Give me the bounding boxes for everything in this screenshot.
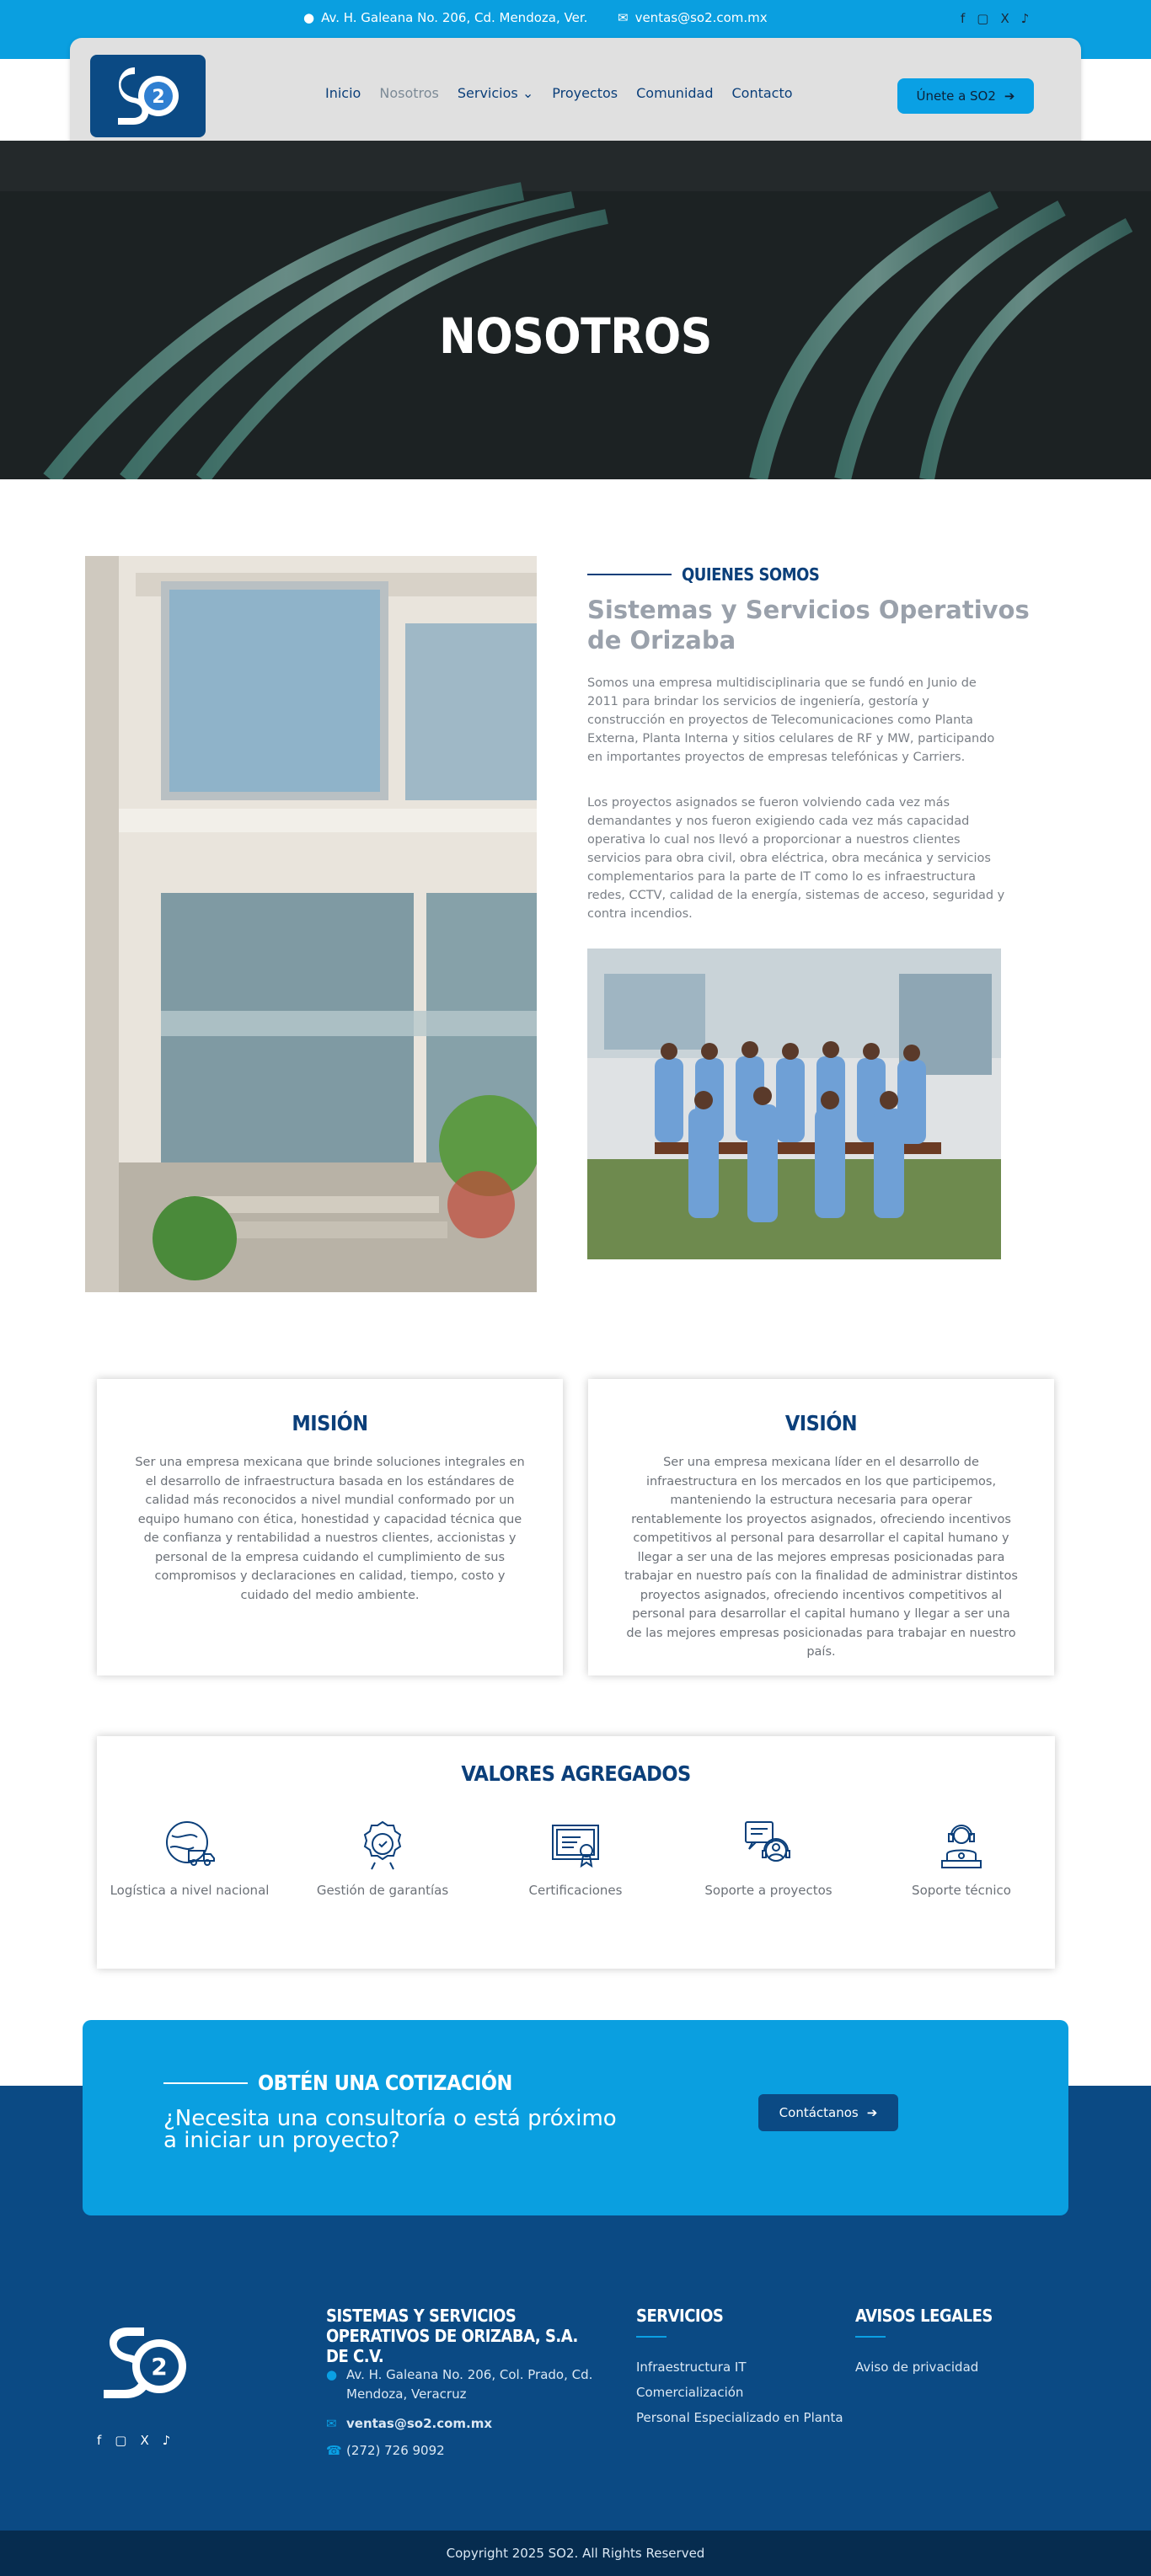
instagram-icon[interactable]: ▢ [977, 11, 989, 26]
footer-phone[interactable] [326, 2441, 445, 2461]
value-label: Soporte técnico [912, 1883, 1011, 1898]
footer-address-text: Av. H. Galeana No. 206, Col. Prado, Cd. Mendoza, Veracruz [346, 2367, 593, 2402]
value-label: Soporte a proyectos [704, 1883, 832, 1898]
about-label-text: QUIENES SOMOS [682, 564, 820, 585]
so2-logo-icon [106, 66, 190, 126]
copyright-bar [0, 2531, 1151, 2576]
nav-card [70, 38, 1081, 154]
nav-item-comunidad[interactable]: Comunidad [636, 85, 714, 101]
arrow-right-icon: ➔ [866, 2105, 878, 2120]
value-label: Logística a nivel nacional [110, 1883, 270, 1898]
mission-text: Ser una empresa mexicana que brinde soluciones integrales en el desarrollo de infraestructura basada en los estándares de calidad más reconocidos a nivel mundial conformado por un equipo humano con ética, honestidad y capacidad técnica que de confianza y rentabilidad a nuestros clientes, accionistas y personal de la empresa cuidando el cumplimiento de sus compromisos y declaraciones en calidad, tiempo, costo y cuidado del medio ambiente. [135, 1456, 525, 1602]
svg-text:2: 2 [151, 2353, 168, 2381]
nav-item-proyectos[interactable]: Proyectos [552, 85, 618, 101]
about-paragraph-2: Los proyectos asignados se fueron volviendo cada vez más demandantes y nos fueron exigiendo cada vez más capacidad operativa lo cual nos llevó a proporcionar a nuestros clientes servicios para obra civil, obra eléctrica, obra mecánica y servicios complementarios para la parte de IT como lo es infraestructura redes, CCTV, calidad de la energía, sistemas de acceso, seguridad y contra incendios. [587, 796, 1005, 921]
values-card [97, 1736, 1055, 1969]
topbar-address[interactable] [303, 10, 587, 25]
value-item-garantias [290, 1819, 475, 1898]
nav-item-nosotros[interactable]: Nosotros [379, 85, 439, 101]
footer-link-personal[interactable]: Personal Especializado en Planta [636, 2410, 843, 2425]
contact-button-label: Contáctanos [779, 2105, 859, 2120]
award-badge-icon [356, 1819, 409, 1871]
copyright-text: Copyright 2025 SO2. All Rights Reserved [446, 2546, 705, 2561]
project-support-icon [742, 1819, 795, 1871]
team-photo [587, 949, 1001, 1259]
nav-item-servicios[interactable] [458, 85, 533, 101]
main-nav [325, 85, 793, 101]
value-item-certificaciones [483, 1819, 668, 1898]
value-item-soporte-proyectos [676, 1819, 861, 1898]
heading-underline [855, 2336, 886, 2338]
globe-truck-icon [163, 1819, 216, 1871]
topbar-email[interactable] [618, 10, 768, 25]
envelope-icon: ✉ [618, 10, 629, 25]
topbar-address-text: Av. H. Galeana No. 206, Cd. Mendoza, Ver. [321, 10, 588, 25]
footer-company-name: SISTEMAS Y SERVICIOS OPERATIVOS DE ORIZABA, S.A. DE C.V. [326, 2306, 578, 2366]
value-label: Certificaciones [528, 1883, 623, 1898]
site-logo[interactable] [90, 55, 206, 137]
footer-phone-text: (272) 726 9092 [346, 2443, 445, 2458]
join-button[interactable] [897, 78, 1034, 114]
footer-services-title: SERVICIOS [636, 2306, 724, 2326]
nav-item-contacto[interactable]: Contacto [731, 85, 793, 101]
topbar-social [961, 11, 1029, 26]
cta-label-text: OBTÉN UNA COTIZACIÓN [258, 2071, 512, 2095]
facebook-icon[interactable]: f [97, 2433, 102, 2448]
location-pin-icon: ● [303, 10, 315, 25]
vision-text: Ser una empresa mexicana líder en el desarrollo de infraestructura en los mercados en los que participemos, manteniendo la estructura necesaria para operar rentablemente los proyectos asignados, ofreciendo incentivos competitivos al personal para desarrollar el capital humano y llegar a ser una de las mejores empresas posicionadas para trabajar en nuestro país con la finalidad de administrar distintos proyectos asignados, ofreciendo incentivos competitivos al personal para desarrollar el capital humano y llegar a ser una de las mejores empresas posicionadas para trabajar en nuestro país. [624, 1456, 1018, 1659]
footer-email[interactable] [326, 2414, 492, 2434]
hero-banner [0, 141, 1151, 479]
phone-icon: ☎ [326, 2443, 342, 2458]
nav-servicios-label: Servicios [457, 85, 518, 101]
svg-text:2: 2 [151, 87, 165, 108]
arrow-right-icon: ➔ [1004, 88, 1015, 104]
envelope-icon: ✉ [326, 2416, 337, 2431]
certificate-icon [549, 1819, 602, 1871]
cta-text: ¿Necesita una consultoría o está próximo a iniciar un proyecto? [163, 2106, 617, 2153]
x-icon[interactable]: X [1000, 11, 1009, 26]
footer-link-privacidad[interactable]: Aviso de privacidad [855, 2360, 979, 2375]
footer-logo[interactable] [97, 2322, 190, 2407]
about-title: Sistemas y Servicios Operativos de Orizaba [587, 596, 1030, 655]
building-image [85, 556, 537, 1292]
footer-social [97, 2433, 170, 2448]
tiktok-icon[interactable]: ♪ [1020, 11, 1030, 26]
heading-underline [636, 2336, 667, 2338]
values-title: VALORES AGREGADOS [461, 1761, 691, 1786]
hero-title: NOSOTROS [439, 307, 712, 365]
about-paragraph-1: Somos una empresa multidisciplinaria que se fundó en Junio de 2011 para brindar los servicios de ingeniería, gestoría y construcción en proyectos de Telecomunicaciones como Planta Externa, Planta Interna y sitios celulares de RF y MW, participando en importantes proyectos de empresas telefónicas y Carriers. [587, 676, 995, 764]
footer-link-infraestructura[interactable]: Infraestructura IT [636, 2360, 747, 2375]
so2-logo-icon [97, 2322, 190, 2403]
instagram-icon[interactable]: ▢ [115, 2433, 127, 2448]
join-button-label: Únete a SO2 [916, 88, 996, 104]
location-pin-icon: ● [326, 2367, 338, 2382]
about-label [587, 564, 819, 585]
tiktok-icon[interactable]: ♪ [162, 2433, 171, 2448]
topbar-email-text: ventas@so2.com.mx [634, 10, 768, 25]
team-image [587, 949, 1001, 1259]
footer-legal-title: AVISOS LEGALES [855, 2306, 993, 2326]
value-item-logistica [97, 1819, 282, 1898]
vision-title: VISIÓN [784, 1411, 858, 1435]
value-label: Gestión de garantías [316, 1883, 449, 1898]
vision-card [588, 1379, 1054, 1675]
cta-banner [83, 2020, 1068, 2215]
chevron-down-icon: ⌄ [522, 85, 534, 101]
label-line [163, 2082, 248, 2084]
headset-support-icon [935, 1819, 988, 1871]
facebook-icon[interactable]: f [961, 11, 966, 26]
value-item-soporte-tecnico [869, 1819, 1054, 1898]
contact-button[interactable] [758, 2094, 898, 2131]
footer-address [326, 2365, 596, 2404]
footer-services [636, 2306, 843, 2430]
footer-legal [855, 2306, 993, 2380]
label-line [587, 574, 672, 575]
cta-label [163, 2071, 512, 2095]
footer-link-comercializacion[interactable]: Comercialización [636, 2385, 744, 2400]
mission-title: MISIÓN [292, 1411, 368, 1435]
x-icon[interactable]: X [140, 2433, 149, 2448]
mission-card [97, 1379, 563, 1675]
building-photo [85, 556, 537, 1292]
footer-email-text: ventas@so2.com.mx [346, 2416, 493, 2431]
nav-item-inicio[interactable]: Inicio [325, 85, 361, 101]
